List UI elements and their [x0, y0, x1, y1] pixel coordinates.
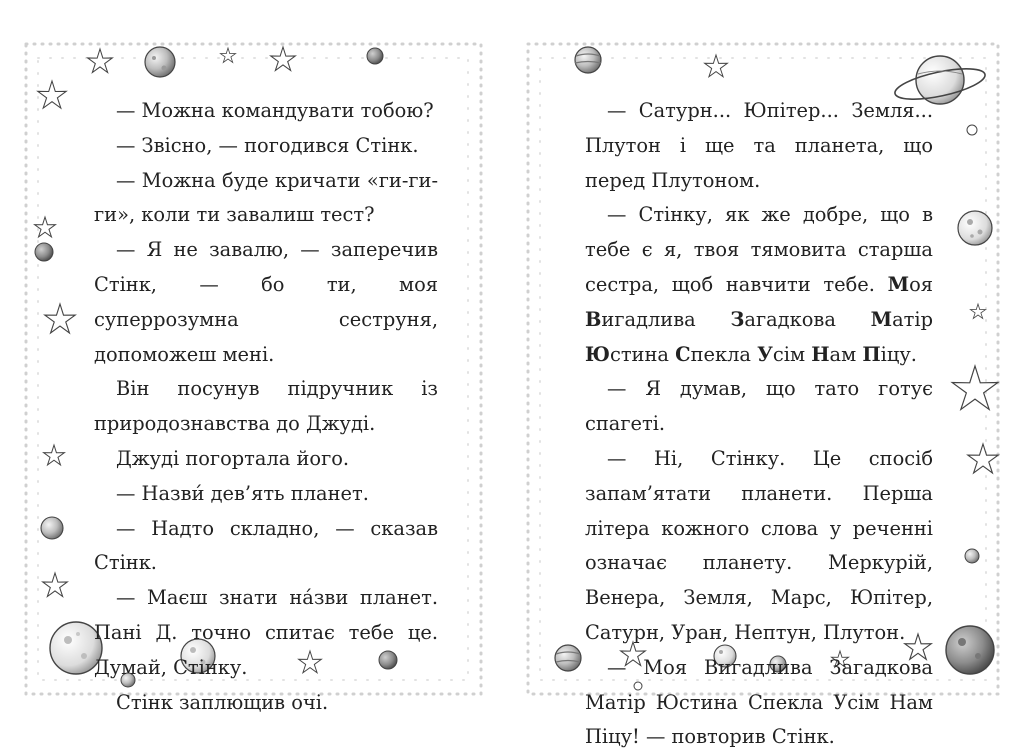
star-icon — [45, 304, 75, 333]
mnemonic-rest: сім — [772, 342, 812, 366]
mnemonic-rest: оя — [909, 272, 933, 296]
mnemonic-initial: Н — [811, 342, 830, 366]
paragraph: — Маєш знати на́зви планет. Пані Д. точно спитає тебе це. Думай, Стінку. — [94, 586, 438, 679]
mnemonic-rest: ам — [829, 342, 863, 366]
paragraph: — Сатурн... Юпітер... Земля... Плутон і ще та планета, що перед Плутоном. — [585, 99, 933, 192]
star-icon — [35, 217, 56, 237]
planet-icon — [967, 125, 977, 135]
mnemonic-initial: Ю — [585, 342, 610, 366]
paragraph: Він посунув підручник із природознавства до Джуді. — [94, 377, 438, 436]
paragraph-text: — Стінку, як же добре, що в тебе є я, твоя тямовита старша сестра, щоб навчити тебе. — [585, 203, 933, 296]
left-page-text — [94, 94, 438, 720]
star-icon — [271, 47, 296, 71]
planet-icon — [145, 47, 175, 77]
star-icon — [88, 49, 113, 73]
mnemonic-initial: В — [585, 307, 602, 331]
star-icon — [970, 304, 985, 318]
mnemonic-initial: З — [730, 307, 745, 331]
mnemonic-rest: атір — [892, 307, 933, 331]
planet-icon — [575, 47, 601, 73]
mnemonic-rest: игадлива — [601, 307, 731, 331]
paragraph: — Назви́ дев’ять планет. — [116, 481, 369, 505]
mnemonic-initial: М — [870, 307, 893, 331]
paragraph: — Можна буде кричати «ги-ги-ги», коли ти завалиш тест? — [94, 168, 438, 227]
star-icon — [952, 366, 998, 409]
mnemonic-initial: М — [887, 272, 910, 296]
planet-icon — [41, 517, 63, 539]
paragraph: — Надто складно, — сказав Стінк. — [94, 516, 438, 575]
planet-icon — [35, 243, 53, 261]
star-icon — [43, 573, 68, 597]
paragraph-mnemonic-intro — [585, 198, 933, 372]
paragraph: — Звісно, — погодився Стінк. — [116, 133, 419, 157]
planet-icon — [946, 626, 994, 674]
paragraph: Стінк заплющив очі. — [116, 690, 329, 714]
paragraph: Джуді погортала його. — [116, 446, 350, 470]
paragraph: — Моя Вигадлива Загадкова Матір Юстина Спекла Усім Нам Піцу! — повторив Стінк. — [585, 655, 933, 749]
right-page-text — [585, 94, 933, 755]
star-icon — [968, 444, 998, 473]
mnemonic-initial: С — [675, 342, 691, 366]
planet-icon — [958, 211, 992, 245]
mnemonic-initial: П — [862, 342, 881, 366]
star-icon — [38, 81, 67, 108]
paragraph: — Я думав, що тато готує спагеті. — [585, 377, 933, 436]
mnemonic-rest: агадкова — [744, 307, 871, 331]
planet-icon — [555, 645, 581, 671]
paragraph: — Я не завалю, — заперечив Стінк, — бо ти, моя суперрозумна сеструня, допоможеш мені. — [94, 238, 438, 366]
planet-icon — [965, 549, 979, 563]
planet-icon — [367, 48, 383, 64]
mnemonic-rest: іцу. — [880, 342, 917, 366]
paragraph: — Можна командувати тобою? — [116, 99, 434, 122]
mnemonic-rest: пекла — [690, 342, 758, 366]
mnemonic-initial: У — [757, 342, 773, 366]
star-icon — [44, 445, 65, 465]
mnemonic-rest: стина — [609, 342, 676, 366]
paragraph: — Ні, Стінку. Це спосіб запам’ятати планети. Перша літера кожного слова у реченні означає планету. Меркурій, Венера, Земля, Марс, Юпітер, Сатурн, Уран, Нептун, Плутон. — [585, 446, 933, 644]
star-icon — [220, 48, 235, 62]
